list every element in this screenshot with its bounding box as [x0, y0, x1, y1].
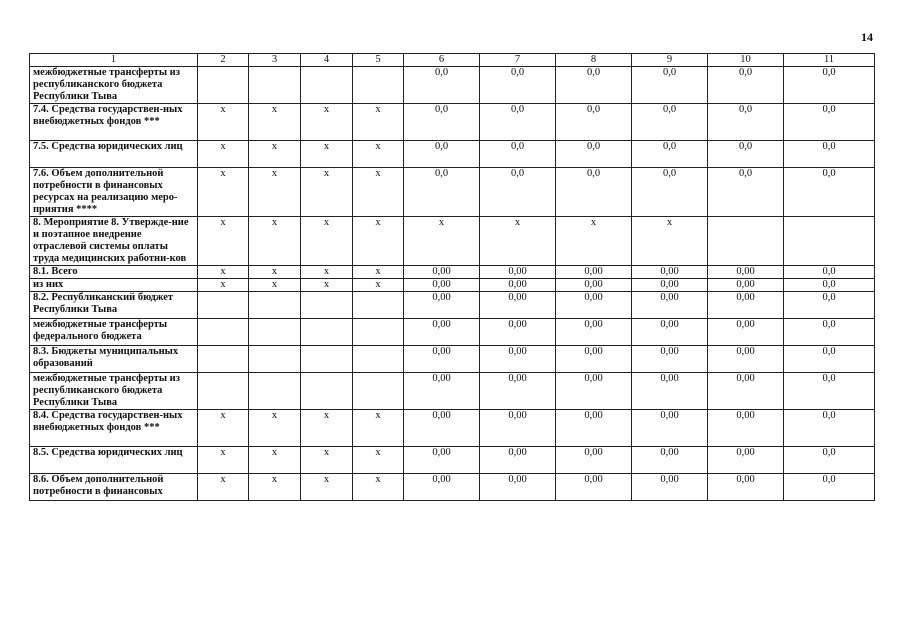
table-cell: 0,00 [708, 279, 784, 292]
table-row [30, 410, 875, 447]
table-cell: 0,00 [708, 447, 784, 474]
table-cell [353, 373, 404, 410]
table-cell: 0,0 [784, 373, 875, 410]
table-row [30, 474, 875, 501]
table-row [30, 141, 875, 168]
table-row [30, 67, 875, 104]
table-cell: 0,0 [784, 104, 875, 141]
column-header: 4 [301, 54, 353, 67]
table-cell: 0,00 [708, 346, 784, 373]
table-cell: x [198, 410, 249, 447]
column-header: 9 [632, 54, 708, 67]
table-cell: 0,0 [404, 141, 480, 168]
table-cell: 0,0 [480, 67, 556, 104]
table-cell: 0,0 [784, 346, 875, 373]
table-cell: x [249, 141, 301, 168]
table-cell: x [632, 217, 708, 266]
column-header: 11 [784, 54, 875, 67]
table-row [30, 319, 875, 346]
table-cell: x [353, 141, 404, 168]
table-cell: 0,00 [556, 266, 632, 279]
table-cell: 0,00 [556, 410, 632, 447]
table-cell: 0,0 [784, 168, 875, 217]
header-row [30, 54, 875, 67]
row-label: из них [30, 279, 198, 292]
row-label: 8.2. Республиканский бюджет Республики Тыва [30, 292, 198, 319]
table-cell [353, 67, 404, 104]
table-cell: 0,00 [556, 292, 632, 319]
table-cell: x [353, 104, 404, 141]
table-cell: x [353, 447, 404, 474]
table-cell: 0,0 [632, 141, 708, 168]
table-cell: 0,00 [632, 346, 708, 373]
table-cell: 0,0 [784, 67, 875, 104]
row-label: 8.4. Средства государствен-ных внебюджетных фондов *** [30, 410, 198, 447]
table-cell: 0,00 [708, 319, 784, 346]
table-row [30, 373, 875, 410]
table-cell: x [353, 217, 404, 266]
table-cell: 0,00 [632, 319, 708, 346]
table-cell: 0,00 [708, 373, 784, 410]
table-cell: 0,0 [556, 168, 632, 217]
table-cell [249, 292, 301, 319]
table-cell: 0,0 [556, 141, 632, 168]
table-cell: x [249, 217, 301, 266]
table-cell: 0,00 [708, 266, 784, 279]
table-cell: 0,00 [480, 410, 556, 447]
table-cell: 0,0 [404, 168, 480, 217]
table-cell: x [556, 217, 632, 266]
table-cell: 0,0 [784, 319, 875, 346]
table-cell: 0,00 [632, 292, 708, 319]
table-cell: 0,0 [480, 104, 556, 141]
table-cell [301, 319, 353, 346]
table-cell [708, 217, 784, 266]
table-cell: 0,00 [480, 319, 556, 346]
row-label: 8. Мероприятие 8. Утвержде-ние и поэтапное внедрение отраслевой системы оплаты труда медицинских работни-ков [30, 217, 198, 266]
table-cell: x [301, 474, 353, 501]
table-cell: x [198, 447, 249, 474]
table-cell: 0,00 [480, 266, 556, 279]
table-cell: 0,0 [784, 447, 875, 474]
table-cell: 0,00 [708, 292, 784, 319]
table-row [30, 104, 875, 141]
table-cell: x [301, 168, 353, 217]
table-cell: x [198, 168, 249, 217]
row-label: 8.5. Средства юридических лиц [30, 447, 198, 474]
table-cell: x [301, 141, 353, 168]
table-cell: x [353, 168, 404, 217]
column-header: 5 [353, 54, 404, 67]
table-row [30, 266, 875, 279]
row-label: 8.1. Всего [30, 266, 198, 279]
table-cell: 0,00 [480, 474, 556, 501]
table-cell: 0,00 [480, 346, 556, 373]
table-cell: 0,00 [404, 447, 480, 474]
table-cell: x [480, 217, 556, 266]
table-cell [301, 373, 353, 410]
table-cell: 0,00 [404, 373, 480, 410]
table-cell [249, 373, 301, 410]
table-cell [198, 292, 249, 319]
table-cell [249, 67, 301, 104]
table-cell: x [249, 474, 301, 501]
table-cell: 0,00 [708, 410, 784, 447]
table-cell: 0,0 [784, 474, 875, 501]
table-row [30, 346, 875, 373]
row-label: 8.3. Бюджеты муниципальных образований [30, 346, 198, 373]
budget-table [29, 53, 875, 501]
table-cell: 0,00 [404, 474, 480, 501]
table-cell: 0,00 [480, 373, 556, 410]
table-cell: x [198, 141, 249, 168]
table-cell: 0,00 [404, 279, 480, 292]
table-cell: 0,00 [404, 346, 480, 373]
table-cell: x [301, 104, 353, 141]
table-cell: x [249, 410, 301, 447]
table-cell: 0,0 [708, 67, 784, 104]
table-cell: 0,00 [632, 373, 708, 410]
row-label: межбюджетные трансферты из республиканского бюджета Республики Тыва [30, 373, 198, 410]
table-cell [301, 346, 353, 373]
table-cell [198, 373, 249, 410]
table-row [30, 447, 875, 474]
column-header: 3 [249, 54, 301, 67]
row-label: межбюджетные трансферты федерального бюджета [30, 319, 198, 346]
table-cell: 0,0 [480, 141, 556, 168]
table-body [30, 67, 875, 501]
table-cell: 0,00 [404, 410, 480, 447]
table-row [30, 279, 875, 292]
table-cell: 0,0 [784, 279, 875, 292]
table-cell: x [301, 217, 353, 266]
table-cell: x [198, 217, 249, 266]
table-cell: 0,0 [784, 292, 875, 319]
table-cell: 0,00 [556, 373, 632, 410]
table-cell: x [404, 217, 480, 266]
table-cell: x [198, 104, 249, 141]
table-cell [301, 292, 353, 319]
table-cell: 0,00 [556, 319, 632, 346]
table-row [30, 168, 875, 217]
table-cell: 0,00 [556, 447, 632, 474]
table-cell: x [249, 279, 301, 292]
table-cell: 0,00 [556, 279, 632, 292]
table-cell: x [249, 447, 301, 474]
table-cell [353, 292, 404, 319]
table-cell [784, 217, 875, 266]
table-cell [198, 67, 249, 104]
table-cell: x [198, 266, 249, 279]
table-cell: 0,0 [784, 410, 875, 447]
row-label: межбюджетные трансферты из республиканского бюджета Республики Тыва [30, 67, 198, 104]
table-cell: 0,00 [480, 279, 556, 292]
column-header: 8 [556, 54, 632, 67]
column-header: 7 [480, 54, 556, 67]
table-cell: x [249, 168, 301, 217]
table-cell: 0,0 [404, 67, 480, 104]
table-cell: 0,0 [556, 104, 632, 141]
table-cell [353, 346, 404, 373]
table-cell: x [301, 447, 353, 474]
table-cell: x [301, 410, 353, 447]
table-cell: x [249, 266, 301, 279]
table-cell: x [301, 279, 353, 292]
row-label: 7.5. Средства юридических лиц [30, 141, 198, 168]
table-cell: 0,00 [632, 447, 708, 474]
table-cell: 0,00 [556, 346, 632, 373]
column-header: 1 [30, 54, 198, 67]
table-cell [249, 319, 301, 346]
table-cell: 0,00 [632, 279, 708, 292]
table-cell: x [198, 279, 249, 292]
table-cell: 0,00 [404, 319, 480, 346]
column-header: 2 [198, 54, 249, 67]
table-cell: 0,00 [404, 266, 480, 279]
table-cell: x [353, 474, 404, 501]
table-cell: 0,0 [708, 104, 784, 141]
table-row [30, 292, 875, 319]
table-cell: 0,00 [480, 447, 556, 474]
table-cell: x [353, 410, 404, 447]
table-cell: x [301, 266, 353, 279]
table-cell: 0,00 [404, 292, 480, 319]
table-cell: x [198, 474, 249, 501]
column-header: 10 [708, 54, 784, 67]
table-cell [249, 346, 301, 373]
row-label: 7.4. Средства государствен-ных внебюджетных фондов *** [30, 104, 198, 141]
table-cell: 0,0 [784, 266, 875, 279]
table-cell: x [249, 104, 301, 141]
table-cell: 0,0 [480, 168, 556, 217]
table-cell: 0,0 [708, 141, 784, 168]
table-cell: 0,00 [632, 266, 708, 279]
table-cell: x [353, 279, 404, 292]
table-cell: 0,0 [632, 104, 708, 141]
table-cell: x [353, 266, 404, 279]
table-cell [198, 346, 249, 373]
table-cell: 0,00 [556, 474, 632, 501]
row-label: 7.6. Объем дополнительной потребности в финансовых ресурсах на реализацию меро-приятия **** [30, 168, 198, 217]
table-cell: 0,0 [404, 104, 480, 141]
table-cell: 0,0 [784, 141, 875, 168]
column-header: 6 [404, 54, 480, 67]
table-cell [353, 319, 404, 346]
table-cell: 0,0 [632, 168, 708, 217]
table-cell [301, 67, 353, 104]
table-cell: 0,00 [632, 410, 708, 447]
table-cell: 0,0 [556, 67, 632, 104]
table-row [30, 217, 875, 266]
table-cell: 0,0 [632, 67, 708, 104]
table-cell: 0,00 [632, 474, 708, 501]
table-cell: 0,00 [708, 474, 784, 501]
row-label: 8.6. Объем дополнительной потребности в финансовых [30, 474, 198, 501]
table-cell: 0,00 [480, 292, 556, 319]
page-number: 14 [861, 30, 873, 44]
table-cell: 0,0 [708, 168, 784, 217]
table-cell [198, 319, 249, 346]
